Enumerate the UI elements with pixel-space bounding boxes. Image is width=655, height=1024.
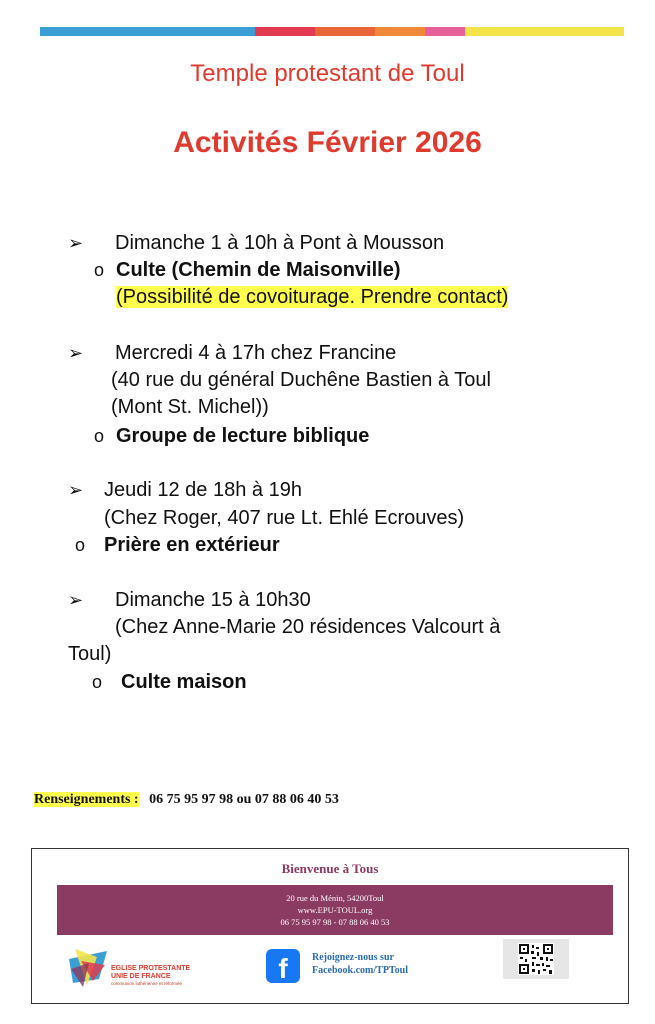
qr-code-graphic (518, 943, 554, 975)
event-2-when: Mercredi 4 à 17h chez Francine (115, 342, 397, 364)
contact-phones: 06 75 95 97 98 ou 07 88 06 40 53 (149, 792, 339, 807)
band-segment-orange (315, 27, 375, 36)
epudf-logo-icon (67, 945, 111, 989)
event-2-activity: Groupe de lecture biblique (116, 425, 370, 447)
event-4-when: Dimanche 15 à 10h30 (115, 589, 311, 611)
footer-welcome: Bienvenue à Tous (281, 861, 379, 876)
event-2-address-line2: (Mont St. Michel)) (111, 396, 269, 418)
band-segment-yellow (465, 27, 624, 36)
facebook-line2[interactable]: Facebook.com/TPToul (312, 965, 409, 976)
event-4-address-line1: (Chez Anne-Marie 20 résidences Valcourt à (115, 616, 501, 638)
epudf-logo-text (111, 965, 190, 981)
event-1-note-highlight: (Possibilité de covoiturage. Prendre contact) (116, 286, 509, 308)
footer-address: 20 rue du Ménin, 54200Toul (286, 893, 384, 903)
event-3-address-line1: (Chez Roger, 407 rue Lt. Ehlé Ecrouves) (104, 507, 465, 529)
footer-website[interactable]: www.EPU-TOUL.org (297, 905, 373, 915)
logo-line1: EGLISE PROTESTANTE (111, 965, 191, 972)
qr-code-icon (503, 939, 569, 979)
contact-label: Renseignements : (34, 792, 139, 807)
arrow-bullet-icon: ➢ (68, 480, 84, 500)
footer-phones: 06 75 95 97 98 - 07 88 06 40 53 (280, 917, 390, 927)
circle-bullet-icon: o (75, 535, 86, 555)
arrow-bullet-icon: ➢ (68, 343, 84, 363)
event-2-address-line1: (40 rue du général Duchêne Bastien à Toul (111, 369, 491, 391)
logo-line3: communion luthérienne et réformée (111, 981, 183, 986)
event-1-activity: Culte (Chemin de Maisonville) (116, 259, 401, 281)
event-1-note (116, 284, 508, 310)
epudf-logo (67, 945, 191, 989)
band-segment-pink (425, 27, 465, 36)
event-4-address-line2: Toul) (68, 643, 112, 665)
logo-line2: UNIE DE FRANCE (111, 973, 171, 980)
event-3-when: Jeudi 12 de 18h à 19h (104, 479, 302, 501)
footer-address-band (57, 885, 613, 935)
arrow-bullet-icon: ➢ (68, 590, 84, 610)
facebook-icon[interactable]: f (266, 949, 300, 983)
circle-bullet-icon: o (92, 672, 103, 692)
band-segment-red (255, 27, 315, 36)
band-segment-light-orange (375, 27, 425, 36)
page-title: Activités Février 2026 (173, 126, 482, 159)
band-segment-blue (40, 27, 255, 36)
brand-color-band (40, 27, 624, 36)
event-4-activity: Culte maison (121, 671, 247, 693)
event-3-activity: Prière en extérieur (104, 534, 280, 556)
contact-info (34, 792, 339, 808)
arrow-bullet-icon: ➢ (68, 233, 84, 253)
page-header-title: Temple protestant de Toul (190, 60, 465, 87)
event-1-when: Dimanche 1 à 10h à Pont à Mousson (115, 232, 445, 254)
facebook-line1: Rejoignez-nous sur (312, 952, 394, 963)
footer-box (31, 848, 629, 1004)
facebook-link[interactable] (312, 951, 408, 977)
circle-bullet-icon: o (94, 260, 105, 280)
circle-bullet-icon: o (94, 426, 105, 446)
